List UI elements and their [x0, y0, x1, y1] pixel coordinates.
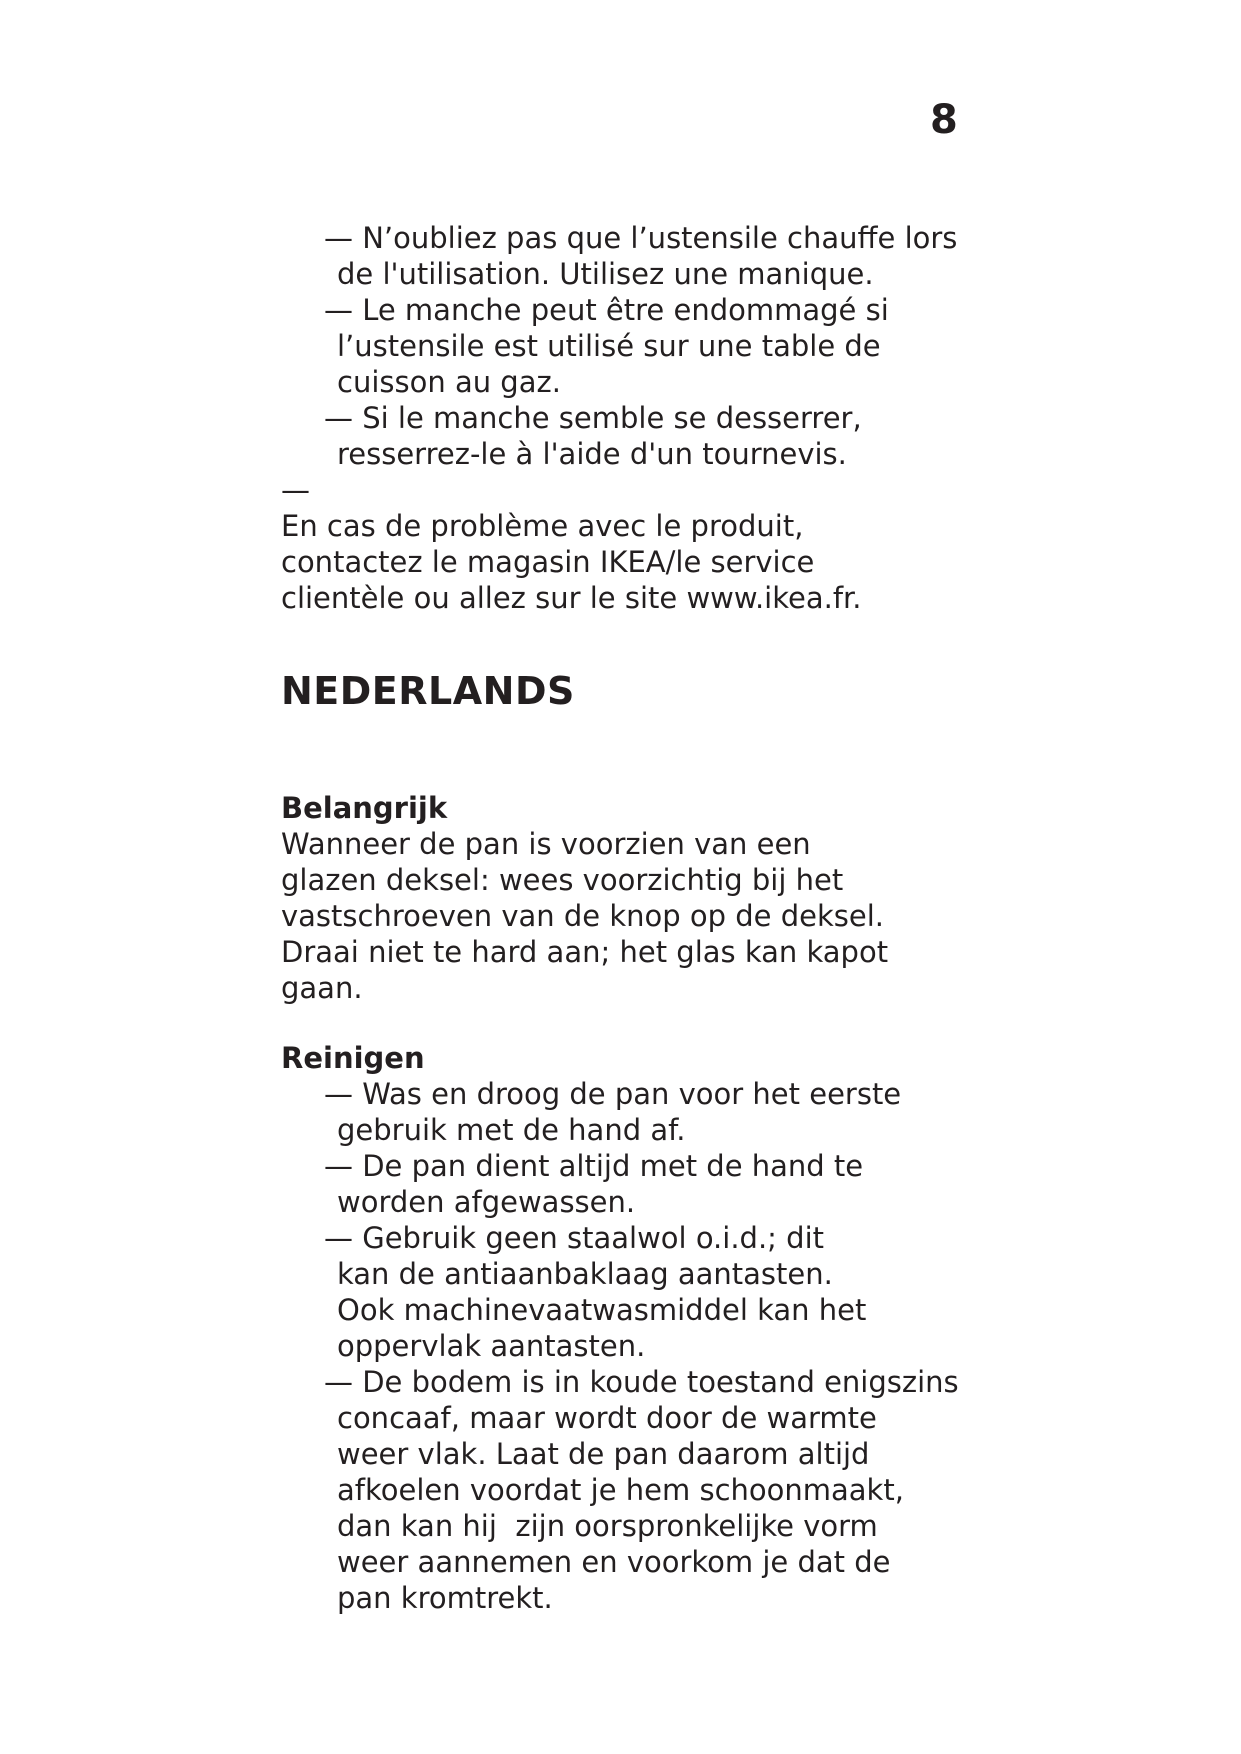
list-line: — Was en droog de pan voor het eerste [324, 1077, 902, 1111]
list-line: oppervlak aantasten. [337, 1329, 646, 1363]
list-line: pan kromtrekt. [337, 1581, 553, 1615]
list-line: dan kan hij zijn oorspronkelijke vorm [337, 1509, 878, 1543]
paragraph-line: clientèle ou allez sur le site www.ikea.fr. [281, 581, 862, 615]
reinigen-section [281, 1040, 959, 1616]
list-line: worden afgewassen. [337, 1185, 636, 1219]
list-line: — Gebruik geen staalwol o.i.d.; dit [324, 1221, 824, 1255]
list-line: — Le manche peut être endommagé si [324, 293, 889, 327]
list-line: kan de antiaanbaklaag aantasten. [337, 1257, 833, 1291]
french-warning-list [281, 220, 957, 472]
paragraph-line: gaan. [281, 971, 363, 1005]
paragraph-line: vastschroeven van de knop op de deksel. [281, 899, 884, 933]
belangrijk-section [281, 790, 888, 1006]
list-line: — De bodem is in koude toestand enigszins [324, 1365, 959, 1399]
list-line: weer aannemen en voorkom je dat de [337, 1545, 891, 1579]
list-line: resserrez-le à l'aide d'un tournevis. [337, 437, 847, 471]
list-line: — De pan dient altijd met de hand te [324, 1149, 864, 1183]
paragraph-line: glazen deksel: wees voorzichtig bij het [281, 863, 844, 897]
subheading-reinigen: Reinigen [281, 1041, 425, 1075]
list-line: weer vlak. Laat de pan daarom altijd [337, 1437, 870, 1471]
list-line: — N’oubliez pas que l’ustensile chauffe lors [324, 221, 958, 255]
paragraph-line: contactez le magasin IKEA/le service [281, 545, 815, 579]
list-line: Ook machinevaatwasmiddel kan het [337, 1293, 867, 1327]
section-heading-nederlands: NEDERLANDS [281, 669, 575, 713]
page-number: 8 [930, 97, 958, 143]
paragraph-line: En cas de problème avec le produit, [281, 509, 804, 543]
subheading-belangrijk: Belangrijk [281, 791, 448, 825]
list-line: afkoelen voordat je hem schoonmaakt, [337, 1473, 904, 1507]
paragraph-line: Wanneer de pan is voorzien van een [281, 827, 811, 861]
french-contact-paragraph [281, 508, 862, 616]
paragraph-line: Draai niet te hard aan; het glas kan kapot [281, 935, 889, 969]
list-line: — Si le manche semble se desserrer, [324, 401, 862, 435]
list-line: cuisson au gaz. [337, 365, 561, 399]
list-line: concaaf, maar wordt door de warmte [337, 1401, 877, 1435]
list-line: l’ustensile est utilisé sur une table de [337, 329, 881, 363]
list-line: gebruik met de hand af. [337, 1113, 686, 1147]
lone-dash: — [281, 473, 310, 507]
list-line: de l'utilisation. Utilisez une manique. [337, 257, 874, 291]
